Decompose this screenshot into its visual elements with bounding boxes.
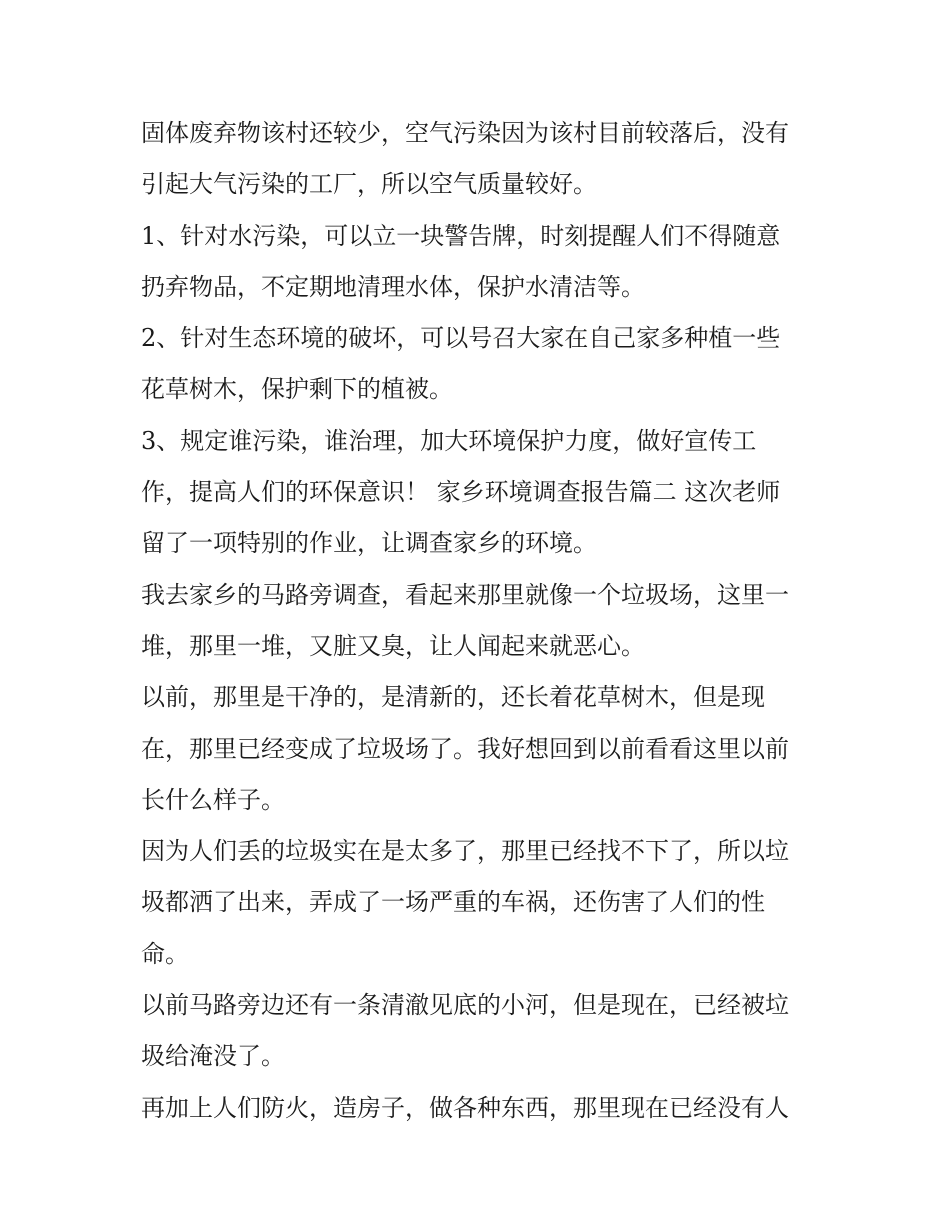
text-line: 1、针对水污染，可以立一块警告牌，时刻提醒人们不得随意 xyxy=(141,221,781,250)
text-line: 圾给淹没了。 xyxy=(141,1042,285,1071)
text-line: 3、规定谁污染，谁治理，加大环境保护力度，做好宣传工 xyxy=(141,426,757,455)
text-line: 花草树木，保护剩下的植被。 xyxy=(141,375,453,404)
text-line: 引起大气污染的工厂，所以空气质量较好。 xyxy=(141,170,597,199)
text-line: 圾都洒了出来，弄成了一场严重的车祸，还伤害了人们的性 xyxy=(141,888,765,917)
text-line: 以前，那里是干净的，是清新的，还长着花草树木，但是现 xyxy=(141,683,765,712)
text-line: 长什么样子。 xyxy=(141,785,285,814)
text-line: 作，提高人们的环保意识！ 家乡环境调查报告篇二 这次老师 xyxy=(141,478,781,507)
document-body xyxy=(141,108,821,1134)
text-line: 以前马路旁边还有一条清澈见底的小河，但是现在，已经被垃 xyxy=(141,991,789,1020)
text-line: 在，那里已经变成了垃圾场了。我好想回到以前看看这里以前 xyxy=(141,734,789,763)
text-line: 扔弃物品，不定期地清理水体，保护水清洁等。 xyxy=(141,272,645,301)
text-line: 固体废弃物该村还较少，空气污染因为该村目前较落后，没有 xyxy=(141,119,789,147)
text-line: 因为人们丢的垃圾实在是太多了，那里已经找不下了，所以垃 xyxy=(141,837,789,866)
text-line: 我去家乡的马路旁调查，看起来那里就像一个垃圾场，这里一 xyxy=(141,580,789,609)
text-line: 2、针对生态环境的破坏，可以号召大家在自己家多种植一些 xyxy=(141,324,781,353)
text-line: 再加上人们防火，造房子，做各种东西，那里现在已经没有人 xyxy=(141,1093,789,1122)
text-line: 留了一项特别的作业，让调查家乡的环境。 xyxy=(141,529,597,558)
text-line: 堆，那里一堆，又脏又臭，让人闻起来就恶心。 xyxy=(141,631,645,660)
text-line: 命。 xyxy=(141,939,189,968)
